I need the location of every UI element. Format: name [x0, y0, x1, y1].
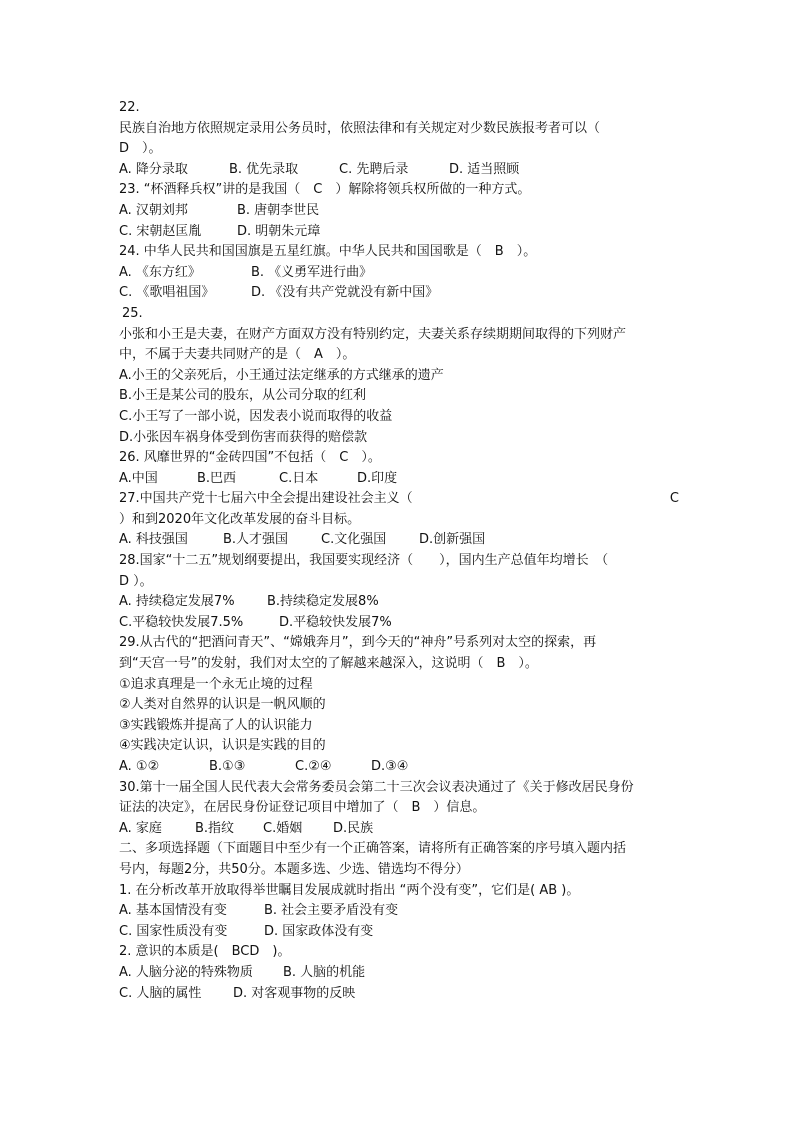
option: D. 适当照顾: [449, 161, 520, 177]
option: A. 降分录取: [119, 161, 188, 177]
option: A. 汉朝刘邦: [119, 202, 188, 218]
statement: ①追求真理是一个永无止境的过程: [119, 676, 313, 692]
q25-stem-line2: 中，不属于夫妻共同财产的是（ A ）。: [119, 347, 356, 363]
option: A. ①②: [119, 759, 160, 774]
option: B. 优先录取: [229, 161, 299, 177]
q28-options-row2: [119, 613, 679, 634]
q29-stem-line1: 29.从古代的“把酒问青天”、“嫦娥奔月”，到今天的“神舟”号系列对太空的探索，再: [119, 635, 597, 651]
q27-answer: C: [669, 491, 679, 507]
q23-options-row2: [119, 222, 679, 243]
option: C. 人脑的属性: [119, 985, 202, 1001]
option: B.①③: [209, 759, 246, 774]
q27-stem-line2: ）和到2020年文化改革发展的奋斗目标。: [119, 511, 361, 527]
option: C.平稳较快发展7.5%: [119, 614, 244, 630]
statement: ③实践锻炼并提高了人的认识能力: [119, 717, 313, 733]
q29-options: [119, 757, 679, 778]
m1-options-row1: [119, 901, 679, 922]
option: D.创新强国: [419, 532, 486, 548]
exam-page: [119, 98, 679, 1004]
q28-options-row1: [119, 592, 679, 613]
option: D.平稳较快发展7%: [279, 614, 392, 630]
option: C.日本: [279, 470, 319, 486]
option: D.③④: [371, 759, 409, 774]
m2-stem: 2. 意识的本质是( BCD )。: [119, 944, 291, 960]
q30-options: [119, 819, 679, 840]
q25-number: 25.: [122, 305, 143, 321]
q27-stem-left: 27.中国共产党十七届六中全会提出建设社会主义（: [119, 491, 413, 507]
section2-heading-line2: 号内，每题2分，共50分。本题多选、少选、错选均不得分）: [119, 861, 469, 877]
section2-heading-line1: 二、多项选择题（下面题目中至少有一个正确答案，请将所有正确答案的序号填入题内括: [119, 841, 627, 857]
option: D. 明朝朱元璋: [237, 223, 321, 239]
option: D.民族: [333, 820, 374, 836]
q30-stem-line2: 证法的决定》，在居民身份证登记项目中增加了（ B ）信息。: [119, 800, 486, 816]
q28-stem-line1: 28.国家“十二五”规划纲要提出，我国要实现经济（ ），国内生产总值年均增长 （: [119, 553, 609, 569]
q26-options: [119, 469, 679, 490]
option: D. 国家政体没有变: [264, 923, 374, 939]
option: B.人才强国: [223, 532, 289, 548]
q23-stem: 23. “杯酒释兵权”讲的是我国（ C ）解除将领兵权所做的一种方式。: [119, 182, 531, 198]
q30-stem-line1: 30.第十一届全国人民代表大会常务委员会第二十三次会议表决通过了《关于修改居民身份: [119, 779, 634, 795]
q22-number: 22.: [119, 100, 140, 115]
option: D. 《没有共产党就没有新中国》: [251, 285, 439, 301]
option: A. 人脑分泌的特殊物质: [119, 964, 253, 980]
option: A. 家庭: [119, 820, 162, 836]
option: A. 科技强国: [119, 532, 188, 548]
option: B. 唐朝李世民: [237, 202, 320, 218]
option: C. 宋朝赵匡胤: [119, 223, 202, 239]
q25-stem-line1: 小张和小王是夫妻，在财产方面双方没有特别约定，夫妻关系存续期期间取得的下列财产: [119, 326, 627, 342]
option: B.巴西: [197, 470, 237, 486]
statement: ④实践决定认识，认识是实践的目的: [119, 738, 326, 754]
option: C. 先聘后录: [339, 161, 409, 177]
m2-options-row1: [119, 963, 679, 984]
option: B. 《义勇军进行曲》: [251, 264, 373, 280]
option: A. 《东方红》: [119, 264, 201, 280]
q26-stem: 26. 风靡世界的“金砖四国”不包括（ C ）。: [119, 450, 381, 466]
q27-stem-line1: [119, 489, 679, 510]
q24-stem: 24. 中华人民共和国国旗是五星红旗。中华人民共和国国歌是（ B ）。: [119, 244, 537, 260]
q27-options: [119, 530, 679, 551]
option: D. 对客观事物的反映: [233, 985, 356, 1001]
option: C.②④: [295, 759, 332, 774]
option: C.小王写了一部小说，因发表小说而取得的收益: [119, 408, 393, 424]
q28-stem-line2: D ）。: [119, 573, 153, 589]
m2-options-row2: [119, 984, 679, 1005]
option: A. 基本国情没有变: [119, 903, 227, 919]
q22-stem-line2: D ）。: [119, 141, 162, 157]
option: C. 《歌唱祖国》: [119, 285, 215, 301]
q22-options: [119, 160, 679, 181]
option: B. 社会主要矛盾没有变: [264, 903, 399, 919]
q29-stem-line2: 到“天宫一号”的发射，我们对太空的了解越来越深入，这说明（ B ）。: [119, 656, 538, 672]
option: C.婚姻: [263, 820, 303, 836]
option: D.小张因车祸身体受到伤害而获得的赔偿款: [119, 429, 368, 445]
option: B.小王是某公司的股东，从公司分取的红利: [119, 388, 367, 404]
option: D.印度: [357, 470, 398, 486]
option: B. 人脑的机能: [283, 964, 366, 980]
q22-stem-line1: 民族自治地方依照规定录用公务员时，依照法律和有关规定对少数民族报考者可以（: [119, 120, 601, 136]
option: B.持续稳定发展8%: [267, 594, 379, 610]
statement: ②人类对自然界的认识是一帆风顺的: [119, 697, 326, 713]
option: B.指纹: [195, 820, 235, 836]
m1-options-row2: [119, 922, 679, 943]
option: A.小王的父亲死后，小王通过法定继承的方式继承的遗产: [119, 367, 444, 383]
q23-options-row1: [119, 201, 679, 222]
option: C. 国家性质没有变: [119, 923, 228, 939]
option: A.中国: [119, 470, 158, 486]
m1-stem: 1. 在分析改革开放取得举世瞩目发展成就时指出 “两个没有变”，它们是( AB )。: [119, 882, 580, 898]
option: C.文化强国: [321, 532, 387, 548]
option: A. 持续稳定发展7%: [119, 594, 235, 610]
q24-options-row2: [119, 283, 679, 304]
q24-options-row1: [119, 263, 679, 284]
